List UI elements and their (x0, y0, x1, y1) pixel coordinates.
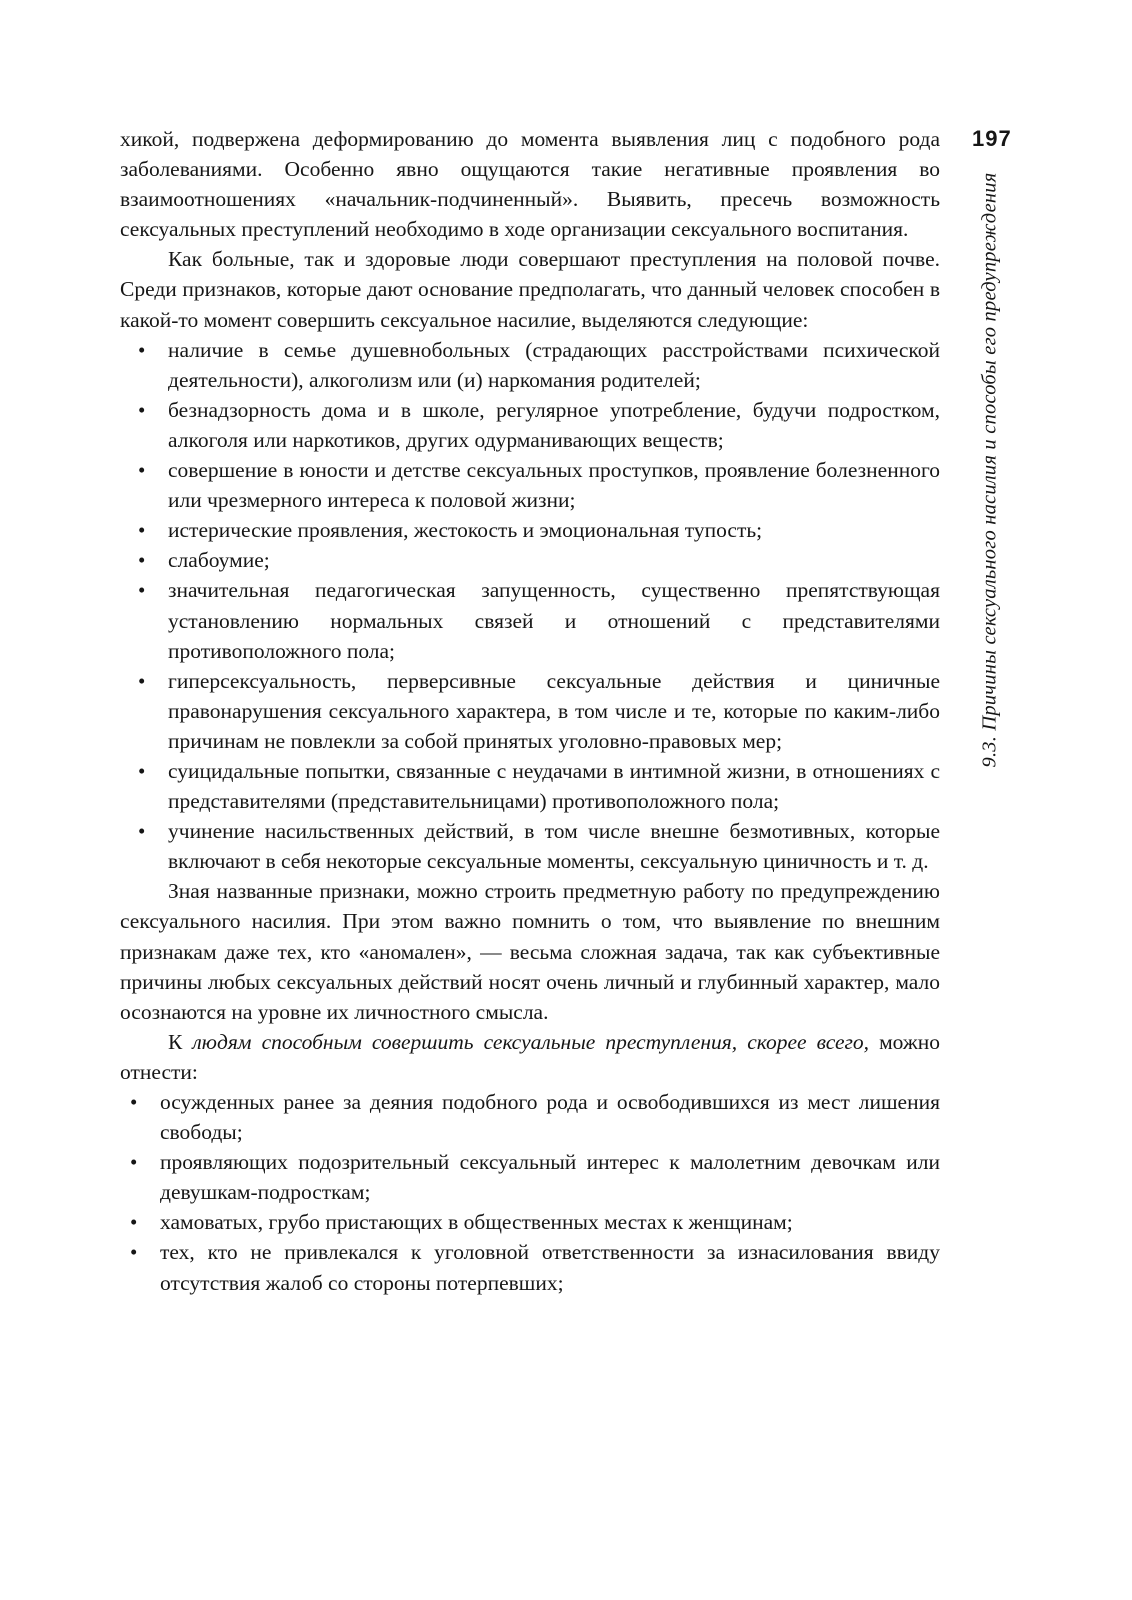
paragraph-signs-intro: Как больные, так и здоровые люди совершают преступления на половой почве. Среди признаков, которые дают основание предполагать, что данный человек способен в какой-то момент совершить сексуальное насилие, выделяются следующие: (120, 247, 940, 332)
list-item (120, 455, 940, 515)
list-item (120, 575, 940, 665)
list-item (120, 816, 940, 876)
risk-groups-suffix: можно отнести: (120, 1029, 940, 1084)
bullet-icon: • (130, 1240, 138, 1265)
list-item (120, 1087, 940, 1147)
list-item-text: совершение в юности и детстве сексуальных проступков, проявление болезненного или чрезмерного интереса к половой жизни; (168, 458, 940, 513)
list-item-text: проявляющих подозрительный сексуальный интерес к малолетним девочкам или девушкам-подросткам; (160, 1150, 940, 1205)
list-item (120, 666, 940, 756)
signs-list (120, 335, 940, 877)
bullet-icon: • (138, 668, 146, 693)
paragraph-prevention: Зная названные признаки, можно строить предметную работу по предупреждению сексуального насилия. При этом важно помнить о том, что выявление по внешним признакам даже тех, кто «аномален», — весьма сложная задача, так как субъективные причины любых сексуальных действий носят очень личный и глубинный характер, мало осознаются на уровне их личностного смысла. (120, 879, 940, 1024)
list-item-text: суицидальные попытки, связанные с неудачами в интимной жизни, в отношениях с представителями (представительницами) противоположного пола; (168, 758, 940, 814)
list-item (120, 545, 940, 575)
paragraph-continuation: хикой, подвержена деформированию до момента выявления лиц с подобного рода заболеваниями. Особенно явно ощущаются такие негативные проявления во взаимоотношениях «начальник-подчиненный». Выявить, пресечь возможность сексуальных преступлений необходимо в ходе организации сексуального воспитания. (120, 127, 940, 242)
list-item (120, 1147, 940, 1207)
list-item (120, 1237, 940, 1297)
bullet-icon: • (138, 337, 146, 362)
list-item (120, 395, 940, 455)
list-item-text: учинение насильственных действий, в том числе внешне безмотивных, которые включают в себя некоторые сексуальные моменты, сексуальную циничность и т. д. (168, 819, 940, 874)
list-item (120, 1207, 940, 1237)
bullet-icon: • (138, 397, 146, 422)
risk-groups-prefix: К (168, 1029, 193, 1054)
list-item-text: слабоумие; (168, 548, 270, 573)
list-item (120, 335, 940, 395)
bullet-icon: • (138, 819, 146, 844)
bullet-icon: • (138, 458, 146, 483)
risk-groups-list (120, 1087, 940, 1298)
list-item-text: осужденных ранее за деяния подобного рода и освободившихся из мест лишения свободы; (160, 1090, 940, 1145)
bullet-icon: • (138, 548, 146, 573)
list-item-text: истерические проявления, жестокость и эмоциональная тупость; (168, 518, 763, 543)
list-item-text: наличие в семье душевнобольных (страдающих расстройствами психической деятельности), алкоголизм или (и) наркомания родителей; (168, 337, 940, 392)
bullet-icon: • (138, 578, 146, 603)
bullet-icon: • (130, 1090, 138, 1114)
list-item-text: безнадзорность дома и в школе, регулярное употребление, будучи подростком, алкоголя или наркотиков, других одурманивающих веществ; (168, 397, 940, 452)
list-item-text: гиперсексуальность, перверсивные сексуальные действия и циничные правонарушения сексуального характера, в том числе и те, которые по каким-либо причинам не повлекли за собой принятых уголовно-правовых мер; (168, 668, 940, 753)
bullet-icon: • (138, 758, 146, 783)
bullet-icon: • (138, 518, 146, 543)
list-item (120, 515, 940, 545)
running-head: 9.3. Причины сексуального насилия и способы его предупреждения (978, 172, 1001, 768)
list-item-text: тех, кто не привлекался к уголовной ответственности за изнасилования ввиду отсутствия жалоб со стороны потерпевших; (160, 1240, 940, 1295)
risk-groups-emphasis: людям способным совершить сексуальные преступления, скорее всего, (192, 1029, 870, 1054)
list-item (120, 756, 940, 816)
page-number: 197 (972, 126, 1012, 151)
list-item-text: значительная педагогическая запущенность, существенно препятствующая установлению нормальных связей и отношений с представителями противоположного пола; (168, 578, 940, 663)
paragraph-risk-groups-intro (120, 1027, 940, 1087)
list-item-text: хамоватых, грубо пристающих в общественных местах к женщинам; (160, 1210, 793, 1235)
body-text (120, 124, 940, 1298)
bullet-icon: • (130, 1150, 138, 1175)
bullet-icon: • (130, 1210, 138, 1235)
